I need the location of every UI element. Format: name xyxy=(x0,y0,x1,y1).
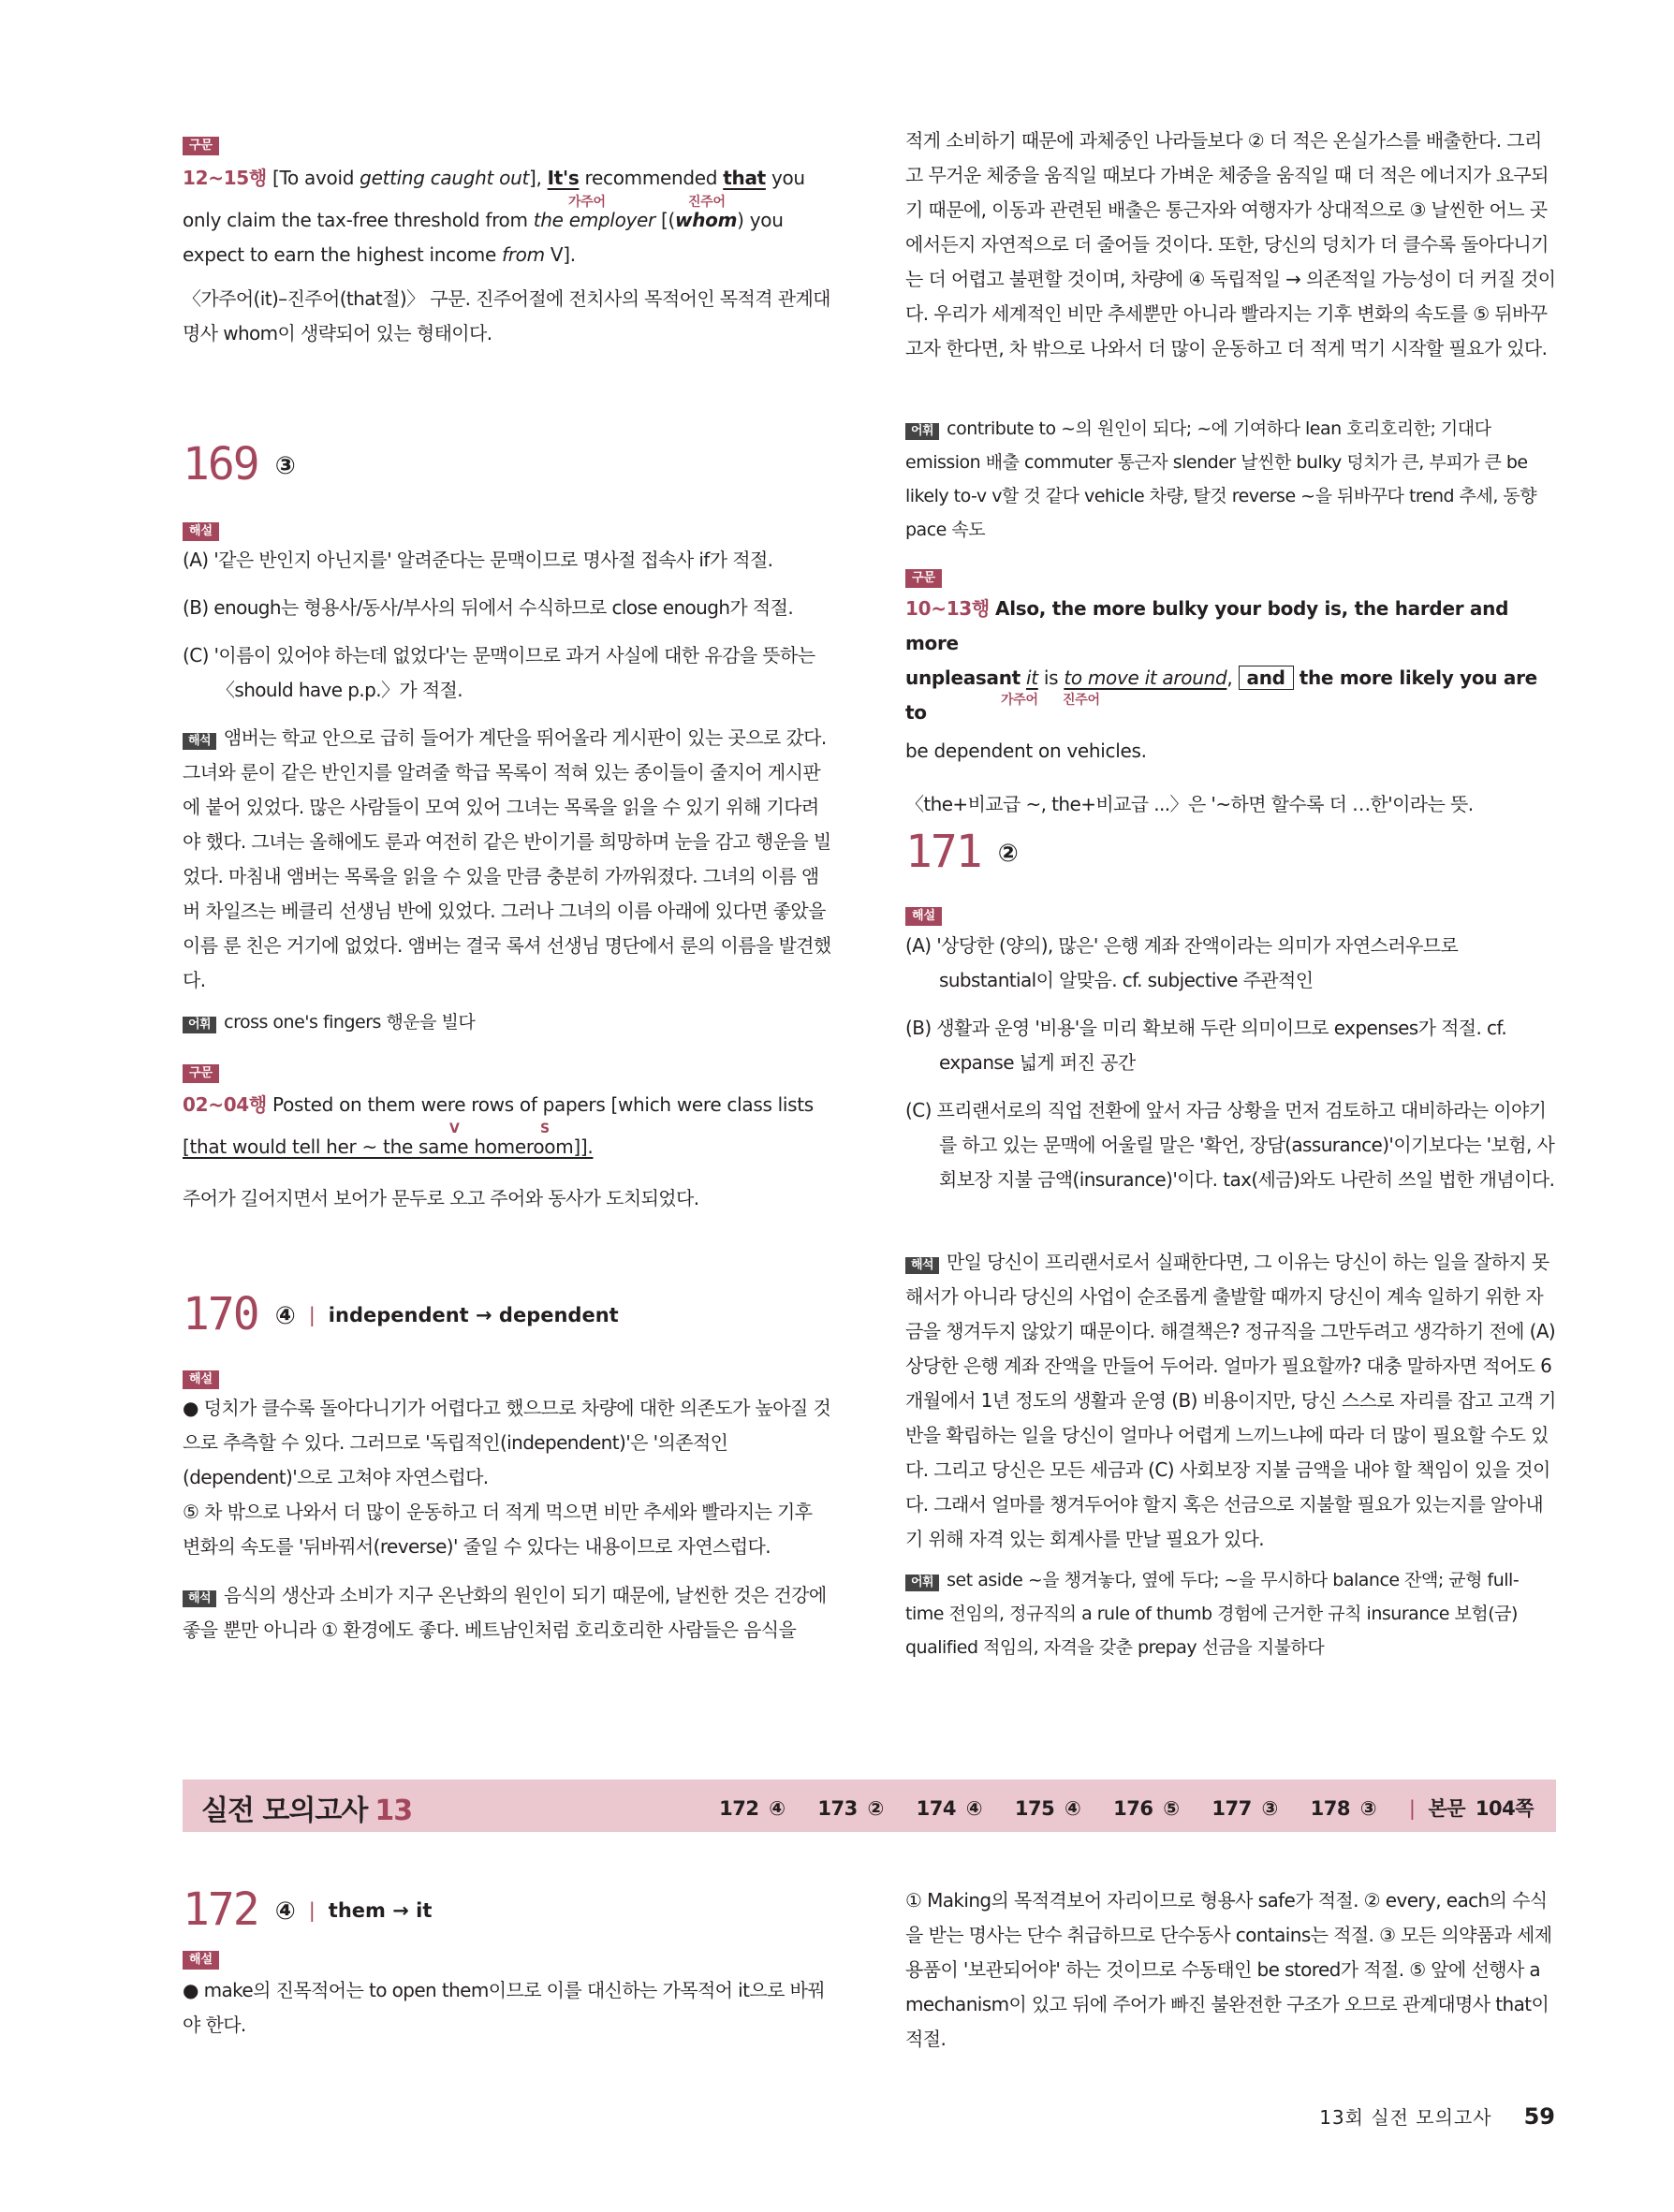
question-number: 169 xyxy=(183,438,258,491)
translation-tag: 해석 xyxy=(905,1257,939,1274)
real-subject-mark: 진주어 xyxy=(688,195,726,210)
answer: ④ xyxy=(274,1302,296,1330)
question-172-explanation-cont: ① Making의 목적격보어 자리이므로 형용사 safe가 적절. ② every, each의 수식을 받는 명사는 단수 취급하므로 단수동사 contains는 적절. ③ 모든 의약품과 세제용품이 '보관되어야' 하는 것이므로 수동태인 be stored가 적절. ⑤ 앞에 선행사 a mechanism이 있고 뒤에 주어가 빠진 불완전한 구조가 오므로 관계대명사 that이 적절. xyxy=(905,1889,1552,2050)
line-ref: 12~15행 xyxy=(183,167,267,189)
syntax-10-13: 10~13행 Also, the more bulky your body is, the harder and more unpleasant it is to move it around, and the more likely you are to 가주어 진주어 be dependent on vehicles. 〈the+비교급 ~, the+비교급 ...〉은 '~하면 할수록 더 …한'이라는 뜻. xyxy=(905,592,1556,822)
explanation-tag: 해설 xyxy=(183,522,219,541)
syntax-label xyxy=(183,135,219,155)
fake-subject-mark: 가주어 xyxy=(568,195,606,210)
verb-mark: V xyxy=(449,1121,460,1136)
conjunction-box: and xyxy=(1239,666,1294,690)
question-170-header: 170 ④ | independent → dependent xyxy=(183,1288,619,1340)
footer-section: 13회 실전 모의고사 xyxy=(1319,2106,1492,2129)
page-number: 59 xyxy=(1523,2103,1555,2130)
correction: independent → dependent xyxy=(328,1304,619,1326)
answer: ② xyxy=(997,840,1019,868)
question-169-translation: 해석 앰버는 학교 안으로 급히 들어가 계단을 뛰어올라 게시판이 있는 곳으로 갔다. 그녀와 룬이 같은 반인지를 알려줄 학급 목록이 적혀 있는 종이들이 줄지어 게시판에 붙어 있었다. 많은 사람들이 모여 있어 그녀는 목록을 읽을 수 있기 위해 기다려야 했다. 그녀는 올해에도 룬과 여전히 같은 반이기를 희망하며 눈을 감고 행운을 빌었다. 마침내 앰버는 목록을 읽을 수 있을 만큼 충분히 가까워졌다. 그녀의 이름 앰버 차일즈는 베클리 선생님 반에 있었다. 그러나 그녀의 이름 아래에 있다면 좋았을 이름 룬 친은 거기에 없었다. 앰버는 결국 록셔 선생님 명단에서 룬의 이름을 발견했다. xyxy=(183,726,831,991)
question-number: 172 xyxy=(183,1883,258,1936)
answer-key-item: 177 ③ xyxy=(1211,1797,1278,1820)
answer: ④ xyxy=(274,1897,296,1926)
syntax-note: 〈가주어(it)–진주어(that절)〉 구문. 진주어절에 전치사의 목적어인 목적격 관계대명사 whom이 생략되어 있는 형태이다. xyxy=(183,287,830,344)
question-171-vocab: 어휘 set aside ~을 챙겨놓다, 옆에 두다; ~을 무시하다 balance 잔액; 균형 full-time 전임의, 정규직의 a rule of thumb 경험에 근거한 규칙 insurance 보험(금) qualified 적임의, 자격을 갖춘 prepay 선금을 지불하다 xyxy=(905,1570,1520,1658)
question-171-header xyxy=(905,826,1019,878)
syntax-note: 〈the+비교급 ~, the+비교급 ...〉은 '~하면 할수록 더 …한'이라는 뜻. xyxy=(905,793,1474,815)
question-number: 170 xyxy=(183,1288,258,1340)
question-number: 171 xyxy=(905,826,981,878)
explanation-tag: 해설 xyxy=(183,1951,219,1970)
question-169-vocab: 어휘 cross one's fingers 행운을 빌다 xyxy=(183,1005,833,1039)
vocab-tag: 어휘 xyxy=(183,1017,216,1033)
real-subject-mark: 진주어 xyxy=(1063,693,1100,708)
answer: ③ xyxy=(274,452,296,480)
syntax-12-15: 12~15행 [To avoid getting caught out], It's recommended that you 가주어 진주어 only claim the tax-free threshold from the employer [(whom) you expect to earn the highest income from V]. 〈가주어(it)–진주어(that절)〉 구문. 진주어절에 전치사의 목적어인 목적격 관계대명사 whom이 생략되어 있는 형태이다. xyxy=(183,161,833,351)
answer-key-item: 175 ④ xyxy=(1014,1797,1081,1820)
correction: them → it xyxy=(328,1899,433,1922)
question-170-translation-cont: 적게 소비하기 때문에 과체중인 나라들보다 ② 더 적은 온실가스를 배출한다. 그리고 무거운 체중을 움직일 때보다 가벼운 체중을 움직일 때 더 적은 에너지가 요구되기 때문에, 이동과 관련된 배출은 통근자와 여행자가 상대적으로 ③ 날씬한 어느 곳에서든지 자연적으로 더 줄어들 것이다. 또한, 당신의 덩치가 더 클수록 돌아다니기는 더 어렵고 불편할 것이며, 차량에 ④ 독립적일 → 의존적일 가능성이 더 커질 것이다. 우리가 세계적인 비만 추세뿐만 아니라 빨라지는 기후 변화의 속도를 ⑤ 뒤바꾸고자 한다면, 차 밖으로 나와서 더 많이 운동하고 더 적게 먹기 시작할 필요가 있다. xyxy=(905,129,1556,359)
syntax-tag: 구문 xyxy=(905,569,942,588)
syntax-tag: 구문 xyxy=(183,137,219,155)
answer-key-item: 178 ③ xyxy=(1310,1797,1377,1820)
question-171-translation: 해석 만일 당신이 프리랜서로서 실패한다면, 그 이유는 당신이 하는 일을 잘하지 못해서가 아니라 당신의 사업이 순조롭게 출발할 때까지 당신이 계속 일하기 위한 자금을 챙겨두지 않았기 때문이다. 해결책은? 정규직을 그만두려고 생각하기 전에 (A) 상당한 은행 계좌 잔액을 만들어 두어라. 얼마가 필요할까? 대충 말하자면 적어도 6개월에서 1년 정도의 생활과 운영 (B) 비용이지만, 당신 스스로 자리를 잡고 고객 기반을 확립하는 일을 당신이 얼마나 어렵게 느끼느냐에 따라 더 많이 필요할 수도 있다. 그리고 당신은 모든 세금과 (C) 사회보장 지불 금액을 내야 할 책임이 있을 것이다. 그래서 얼마를 챙겨두어야 할지 혹은 선금으로 지불할 필요가 있는지를 알아내기 위해 자격 있는 회계사를 만날 필요가 있다. xyxy=(905,1251,1556,1550)
question-172-right xyxy=(905,1883,1556,2057)
syntax-note: 주어가 길어지면서 보어가 문두로 오고 주어와 동사가 도치되었다. xyxy=(183,1187,699,1209)
fake-subject-mark: 가주어 xyxy=(1001,693,1038,708)
question-170-translation: 해석 음식의 생산과 소비가 지구 온난화의 원인이 되기 때문에, 날씬한 것은 건강에 좋을 뿐만 아니라 ① 환경에도 좋다. 베트남인처럼 호리호리한 사람들은 음식을 xyxy=(183,1584,827,1641)
vocab-tag: 어휘 xyxy=(905,423,939,440)
question-169-header xyxy=(183,438,296,491)
answer-key-item: 176 ⑤ xyxy=(1113,1797,1180,1820)
syntax-tag: 구문 xyxy=(183,1064,219,1083)
question-172-left xyxy=(183,1883,833,2043)
page-footer xyxy=(1319,2102,1555,2130)
answer-key-item: 174 ④ xyxy=(916,1797,983,1820)
test-banner xyxy=(183,1780,1556,1832)
answer-key: 172 ④ 173 ② 174 ④ 175 ④ 176 ⑤ 177 ③ 178 ③ | 본문 104쪽 xyxy=(719,1797,1534,1820)
answer-key-item: 173 ② xyxy=(817,1797,884,1820)
translation-tag: 해석 xyxy=(183,733,216,750)
subject-mark: S xyxy=(540,1121,550,1136)
page-reference: 본문 104쪽 xyxy=(1428,1797,1534,1820)
vocab-tag: 어휘 xyxy=(905,1575,939,1591)
answer-key-item: 172 ④ xyxy=(719,1797,786,1820)
question-170-explanation: ● 덩치가 클수록 돌아다니기가 어렵다고 했으므로 차량에 대한 의존도가 높아질 것으로 추측할 수 있다. 그러므로 '독립적인(independent)'은 '의존적인(dependent)'으로 고쳐야 자연스럽다. ⑤ 차 밖으로 나와서 더 많이 운동하고 더 적게 먹으면 비만 추세와 빨라지는 기후 변화의 속도를 '뒤바꿔서(reverse)' 줄일 수 있다는 내용이므로 자연스럽다. xyxy=(183,1397,831,1558)
question-170-vocab: 어휘 contribute to ~의 원인이 되다; ~에 기여하다 lean 호리호리한; 기대다 emission 배출 commuter 통근자 slender 날씬한 bulky 덩치가 큰, 부피가 큰 be likely to-v v할 것 같다 vehicle 차량, 탈것 reverse ~을 뒤바꾸다 trend 추세, 동향 pace 속도 xyxy=(905,418,1537,540)
question-172-header: 172 ④ | them → it xyxy=(183,1883,433,1936)
explanation-tag: 해설 xyxy=(905,907,942,926)
syntax-02-04: 02~04행 Posted on them were rows of papers [which were class lists V S [that would tell her ~ the same homeroom]]. 주어가 길어지면서 보어가 문두로 오고 주어와 동사가 도치되었다. xyxy=(183,1088,833,1216)
translation-tag: 해석 xyxy=(183,1590,216,1607)
question-172-explanation: ● make의 진목적어는 to open them이므로 이를 대신하는 가목적어 it으로 바꿔야 한다. xyxy=(183,1979,825,2036)
banner-title: 실전 모의고사 13 xyxy=(201,1795,413,1827)
explanation-tag: 해설 xyxy=(183,1370,219,1389)
question-169-explanation: (A) '같은 반인지 아닌지를' 알려준다는 문맥이므로 명사절 접속사 if가 적절. (B) enough는 형용사/동사/부사의 뒤에서 수식하므로 close enough가 적절. (C) '이름이 있어야 하는데 없었다'는 문맥이므로 과거 사실에 대한 유감을 뜻하는 〈should have p.p.〉가 적절. xyxy=(183,549,815,701)
question-171-explanation: (A) '상당한 (양의), 많은' 은행 계좌 잔액이라는 의미가 자연스러우므로 substantial이 알맞음. cf. subjective 주관적인 (B) 생활과 운영 '비용'을 미리 확보해 두란 의미이므로 expenses가 적절. cf. expanse 넓게 퍼진 공간 (C) 프리랜서로의 직업 전환에 앞서 자금 상황을 먼저 검토하고 대비하라는 이야기를 하고 있는 문맥에 어울릴 말은 '확언, 장담(assurance)'이기보다는 '보험, 사회보장 지불 금액(insurance)'이다. tax(세금)와도 나란히 쓰일 법한 개념이다. xyxy=(905,934,1555,1191)
